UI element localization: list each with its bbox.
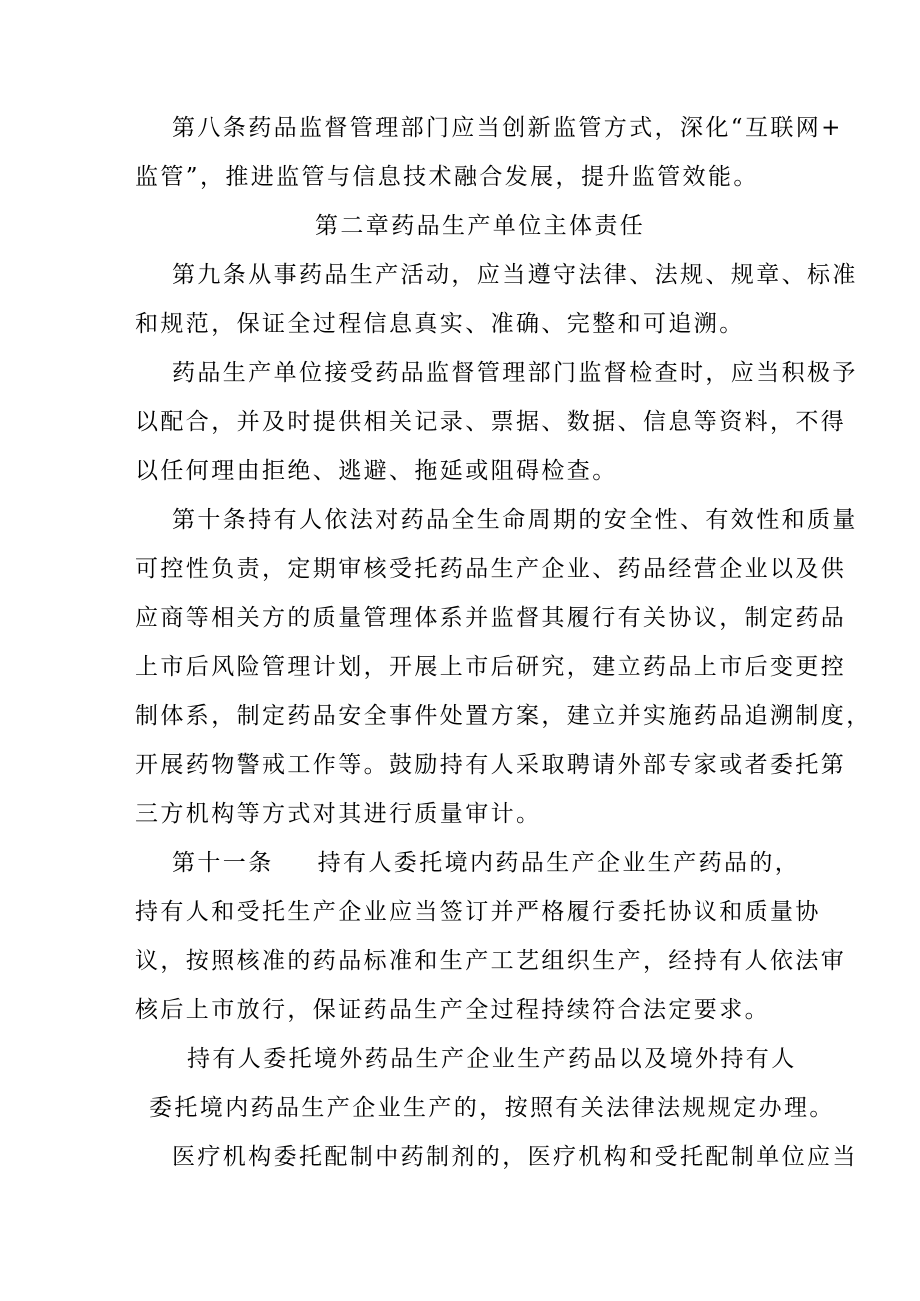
overseas-paragraph-line-1: 持有人委托境外药品生产企业生产药品以及境外持有人	[187, 1046, 797, 1072]
article-10-line-7: 三方机构等方式对其进行质量审计。	[135, 801, 542, 827]
article-10-line-4: 上市后风险管理计划，开展上市后研究，建立药品上市后变更控	[135, 654, 847, 680]
article-9-line-1: 第九条从事药品生产活动，应当遵守法律、法规、规章、标准	[172, 262, 858, 288]
article-11-line-3: 议，按照核准的药品标准和生产工艺组织生产，经持有人依法审	[135, 948, 847, 974]
article-11-opening-text: 持有人委托境内药品生产企业生产药品的，	[317, 850, 801, 876]
article-10-line-1: 第十条持有人依法对药品全生命周期的安全性、有效性和质量	[172, 507, 858, 533]
article-10-line-3: 应商等相关方的质量管理体系并监督其履行有关协议，制定药品	[135, 605, 847, 631]
chapter-2-heading: 第二章药品生产单位主体责任	[315, 213, 646, 239]
medical-institution-paragraph-line-1: 医疗机构委托配制中药制剂的，医疗机构和受托配制单位应当	[172, 1144, 858, 1170]
article-11-title: 第十一条	[172, 850, 274, 876]
article-10-line-2: 可控性负责，定期审核受托药品生产企业、药品经营企业以及供	[135, 556, 847, 582]
overseas-paragraph-line-2: 委托境内药品生产企业生产的，按照有关法律法规规定办理。	[149, 1095, 835, 1121]
inspection-paragraph-line-1: 药品生产单位接受药品监督管理部门监督检查时，应当积极予	[172, 360, 858, 386]
article-10-line-6: 开展药物警戒工作等。鼓励持有人采取聘请外部专家或者委托第	[135, 752, 847, 778]
inspection-paragraph-line-3: 以任何理由拒绝、逃避、拖延或阻碍检查。	[135, 458, 618, 484]
article-8-line-1: 第八条药品监督管理部门应当创新监管方式，深化“互联网+	[172, 115, 843, 141]
article-10-line-5: 制体系，制定药品安全事件处置方案，建立并实施药品追溯制度，	[135, 703, 872, 729]
article-11-line-2: 持有人和受托生产企业应当签订并严格履行委托协议和质量协	[135, 899, 821, 925]
article-11-line-1	[172, 843, 800, 883]
article-8-line-2: 监管”，推进监管与信息技术融合发展，提升监管效能。	[135, 164, 759, 190]
article-9-line-2: 和规范，保证全过程信息真实、准确、完整和可追溯。	[135, 311, 745, 337]
inspection-paragraph-line-2: 以配合，并及时提供相关记录、票据、数据、信息等资料，不得	[135, 409, 847, 435]
article-11-line-4: 核后上市放行，保证药品生产全过程持续符合法定要求。	[135, 997, 770, 1023]
